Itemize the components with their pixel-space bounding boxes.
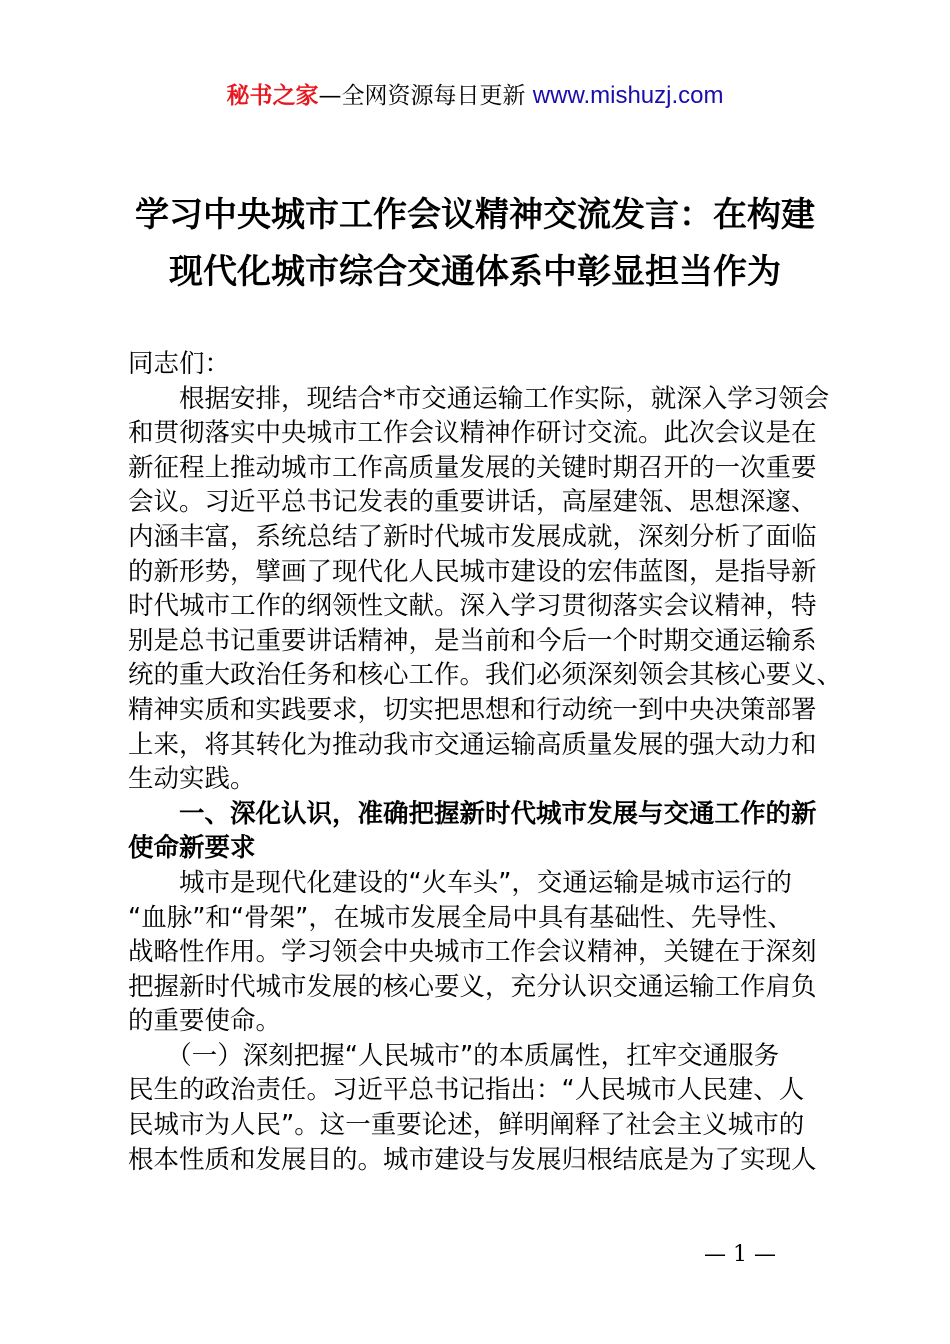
salutation: 同志们：	[128, 349, 231, 379]
site-brand: 秘书之家	[226, 83, 319, 109]
title-line-1: 学习中央城市工作会议精神交流发言：在构建	[135, 195, 815, 235]
body-line: 城市是现代化建设的“火车头”，交通运输是城市运行的	[128, 867, 792, 898]
site-header	[0, 80, 950, 112]
body-line: 新征程上推动城市工作高质量发展的关键时期召开的一次重要	[128, 452, 817, 483]
section-heading-line: 使命新要求	[128, 833, 256, 864]
document-body	[128, 347, 843, 1177]
body-line: 根本性质和发展目的。城市建设与发展归根结底是为了实现人	[128, 1144, 817, 1175]
section-heading-line: 一、深化认识，准确把握新时代城市发展与交通工作的新	[128, 798, 817, 829]
site-tagline: —全网资源每日更新	[318, 83, 526, 109]
body-line: 把握新时代城市发展的核心要义，充分认识交通运输工作肩负	[128, 971, 817, 1002]
body-line: 精神实质和实践要求，切实把思想和行动统一到中央决策部署	[128, 694, 817, 725]
body-line: 民生的政治责任。习近平总书记指出：“人民城市人民建、人	[128, 1075, 805, 1106]
body-line: 内涵丰富，系统总结了新时代城市发展成就，深刻分析了面临	[128, 521, 817, 552]
site-url-link[interactable]: www.mishuzj.com	[532, 82, 724, 109]
body-line: （一）深刻把握“人民城市”的本质属性，扛牢交通服务	[128, 1040, 780, 1071]
body-line: 和贯彻落实中央城市工作会议精神作研讨交流。此次会议是在	[128, 418, 817, 449]
body-line: 生动实践。	[128, 764, 256, 795]
body-line: 统的重大政治任务和核心工作。我们必须深刻领会其核心要义、	[128, 660, 843, 691]
body-line: 会议。习近平总书记发表的重要讲话，高屋建瓴、思想深邃、	[128, 487, 817, 518]
body-line: 根据安排，现结合*市交通运输工作实际，就深入学习领会	[128, 383, 830, 414]
body-line: 的重要使命。	[128, 1006, 282, 1037]
title-line-2: 现代化城市综合交通体系中彰显担当作为	[169, 252, 781, 292]
body-line: 上来，将其转化为推动我市交通运输高质量发展的强大动力和	[128, 729, 817, 760]
body-line: 民城市为人民”。这一重要论述，鲜明阐释了社会主义城市的	[128, 1110, 805, 1141]
body-line: 战略性作用。学习领会中央城市工作会议精神，关键在于深刻	[128, 937, 817, 968]
body-line: 别是总书记重要讲话精神，是当前和今后一个时期交通运输系	[128, 625, 817, 656]
body-line: 的新形势，擘画了现代化人民城市建设的宏伟蓝图，是指导新	[128, 556, 817, 587]
body-line: “血脉”和“骨架”，在城市发展全局中具有基础性、先导性、	[128, 902, 793, 933]
document-title	[0, 187, 950, 301]
page-number: — 1 —	[704, 1242, 776, 1267]
body-line: 时代城市工作的纲领性文献。深入学习贯彻落实会议精神，特	[128, 591, 817, 622]
